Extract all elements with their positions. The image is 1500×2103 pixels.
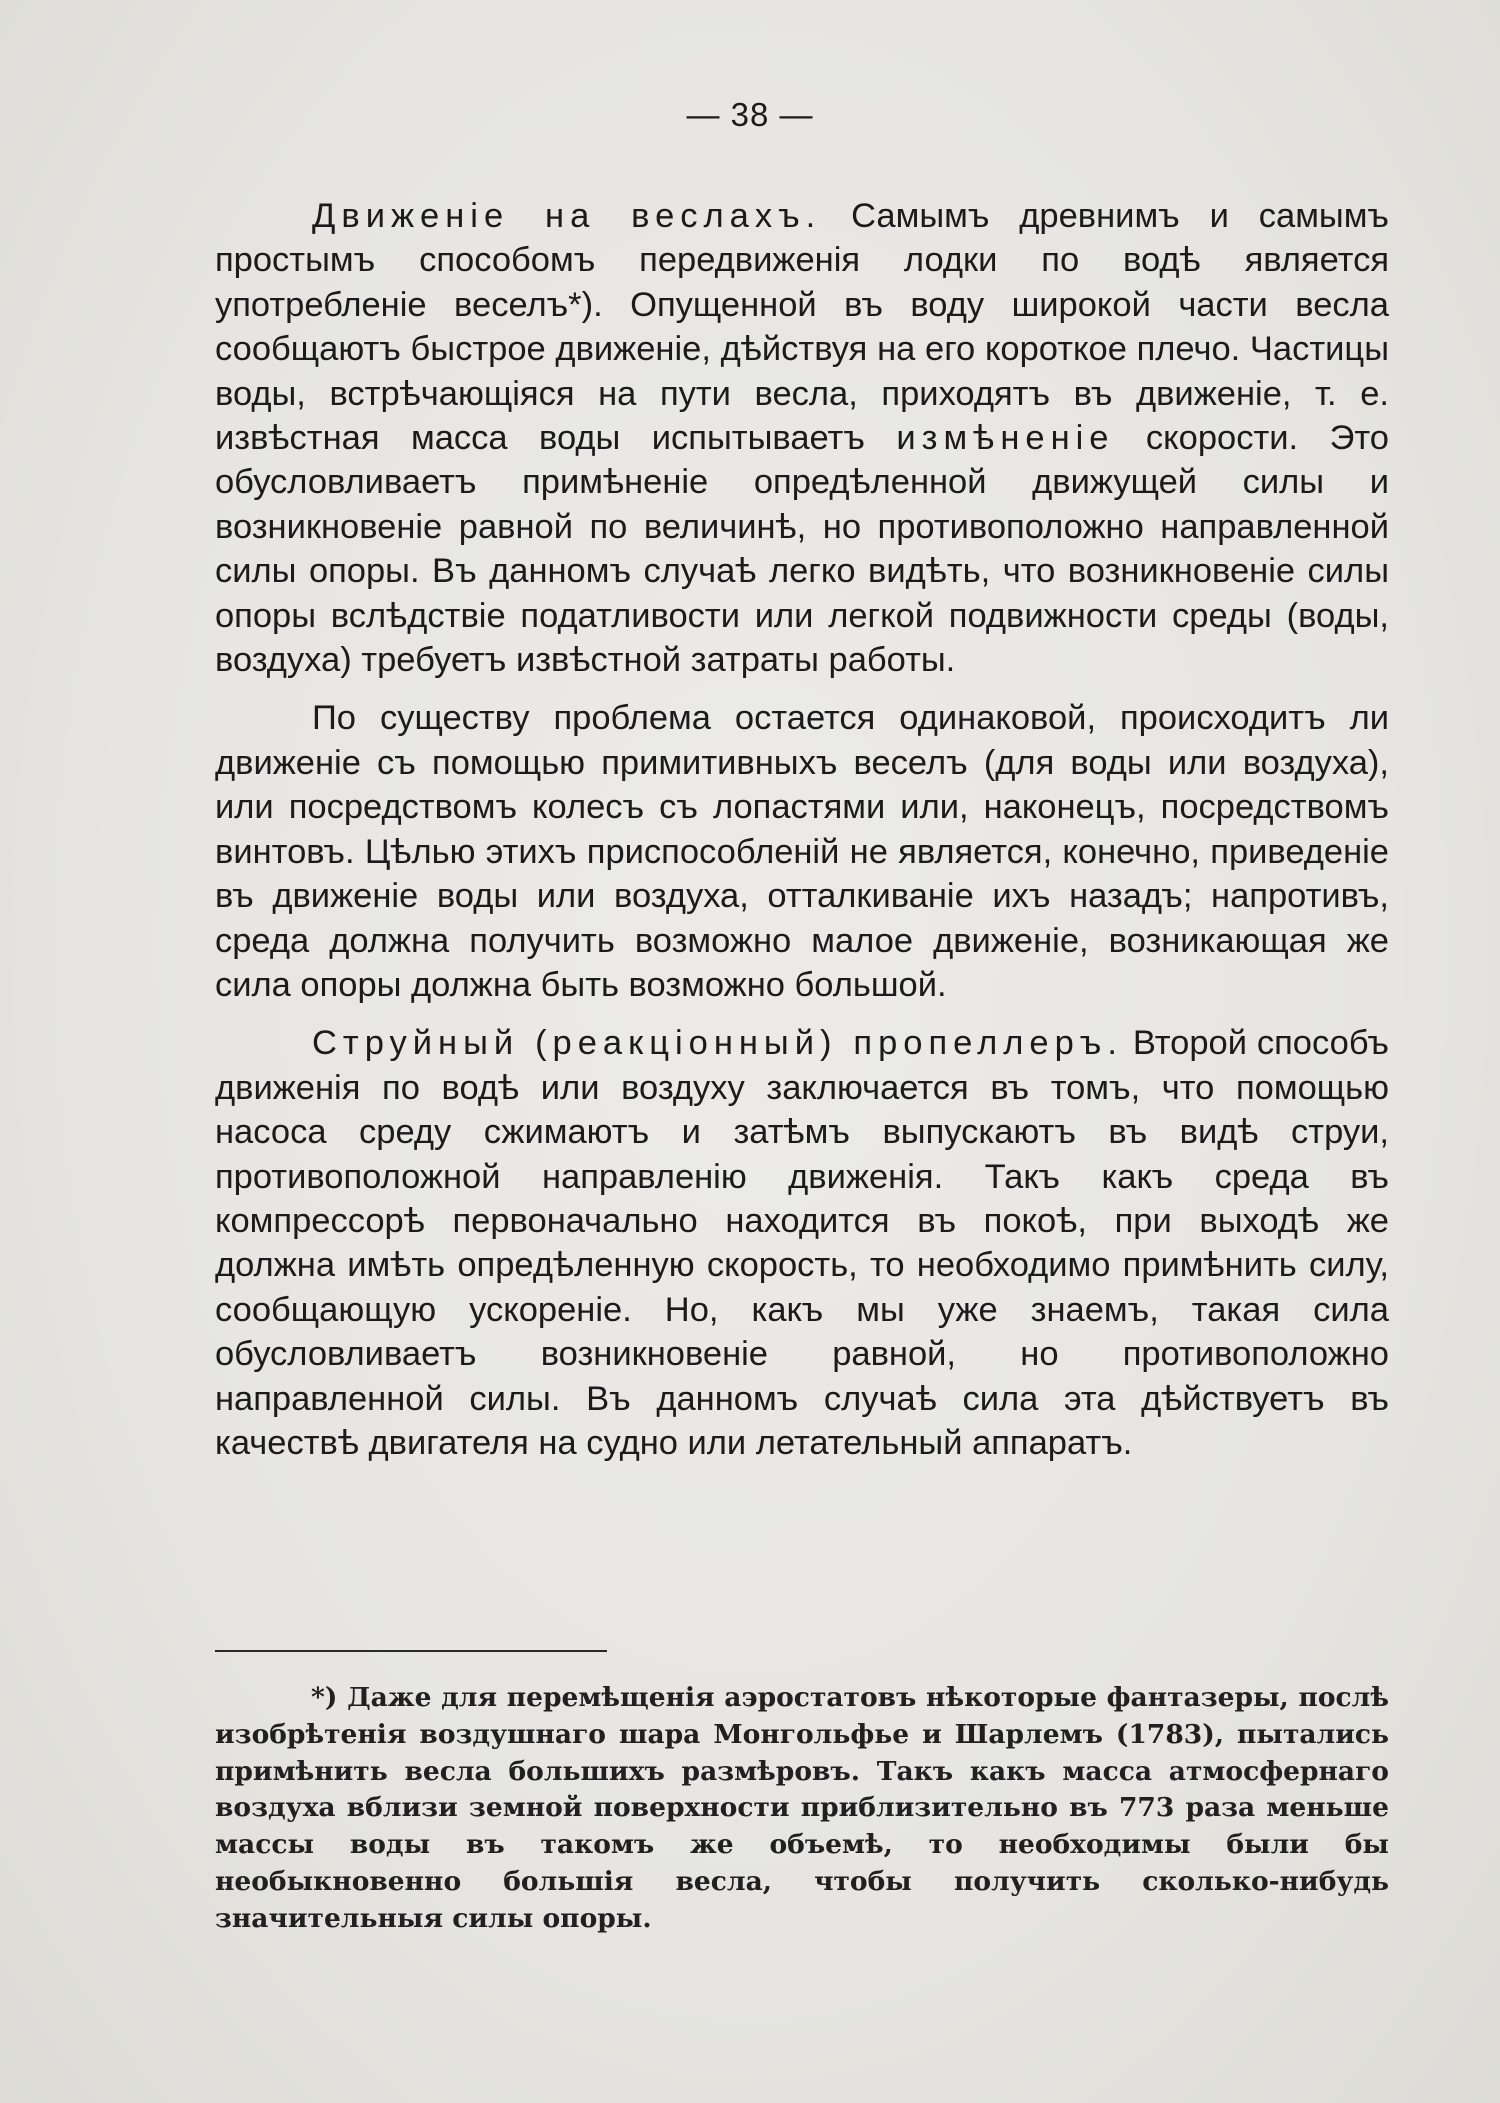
footnote [215, 1680, 1389, 1938]
section-heading-rowing: Движеніе на веслахъ. [312, 197, 822, 235]
paragraph-propulsion [215, 696, 1389, 1007]
paragraph-jet-propeller [215, 1021, 1389, 1465]
paragraph-text: Второй способъ движенія по водѣ или воздуху заключается въ томъ, что помощью насоса среду сжимаютъ и затѣмъ выпускаютъ въ видѣ струи, противоположной направленію движенія. Такъ какъ среда въ компрессорѣ первоначально находится въ покоѣ, при выходѣ же должна имѣть опредѣленную скорость, то необходимо примѣнить силу, сообщающую ускореніе. Но, какъ мы уже знаемъ, такая сила обусловливаетъ возникновеніе равной, но противоположно направленной силы. Въ данномъ случаѣ сила эта дѣйствуетъ въ качествѣ двигателя на судно или летательный аппаратъ. [215, 1024, 1389, 1462]
emphasized-term: измѣненіе [896, 419, 1115, 458]
page-number: — 38 — [686, 96, 814, 133]
footnote-divider [215, 1650, 607, 1652]
footnote-text: *) Даже для перемѣщенія аэростатовъ нѣкоторые фантазеры, послѣ изобрѣтенія воздушнаго шара Монгольфье и Шарлемъ (1783), пытались примѣнить весла большихъ размѣровъ. Такъ какъ масса атмосфернаго воздуха вблизи земной поверхности приблизительно въ 773 раза меньше массы воды въ такомъ же объемѣ, то необходимы были бы необыкновенно большія весла, чтобы получить сколько-нибудь значительныя силы опоры. [215, 1682, 1389, 1934]
paragraph-text: По существу проблема остается одинаковой, происходитъ ли движеніе съ помощью примитивныхъ веселъ (для воды или воздуха), или посредствомъ колесъ съ лопастями или, наконецъ, посредствомъ винтовъ. Цѣлью этихъ приспособленій не является, конечно, приведеніе въ движеніе воды или воздуха, отталкиваніе ихъ назадъ; напротивъ, среда должна получить возможно малое движеніе, возникающая же сила опоры должна быть возможно большой. [215, 699, 1389, 1004]
section-heading-jet: Струйный (реакціонный) пропеллеръ. [312, 1024, 1123, 1063]
body-text [215, 194, 1389, 1465]
paragraph-rowing [215, 194, 1389, 682]
paragraph-text: Самымъ древнимъ и самымъ простымъ способомъ передвиженія лодки по водѣ является употребленіе веселъ*). Опущенной въ воду широкой части весла сообщаютъ быстрое движеніе, дѣйствуя на его короткое плечо. Частицы воды, встрѣчающіяся на пути весла, приходятъ въ движеніе, т. е. извѣстная масса воды испытываетъ [215, 197, 1389, 458]
paragraph-text-continued: скорости. Это обусловливаетъ примѣненіе опредѣленной движущей силы и возникновеніе равной по величинѣ, но противоположно направленной силы опоры. Въ данномъ случаѣ легко видѣть, что возникновеніе силы опоры вслѣдствіе податливости или легкой подвижности среды (воды, воздуха) требуетъ извѣстной затраты работы. [215, 419, 1389, 680]
